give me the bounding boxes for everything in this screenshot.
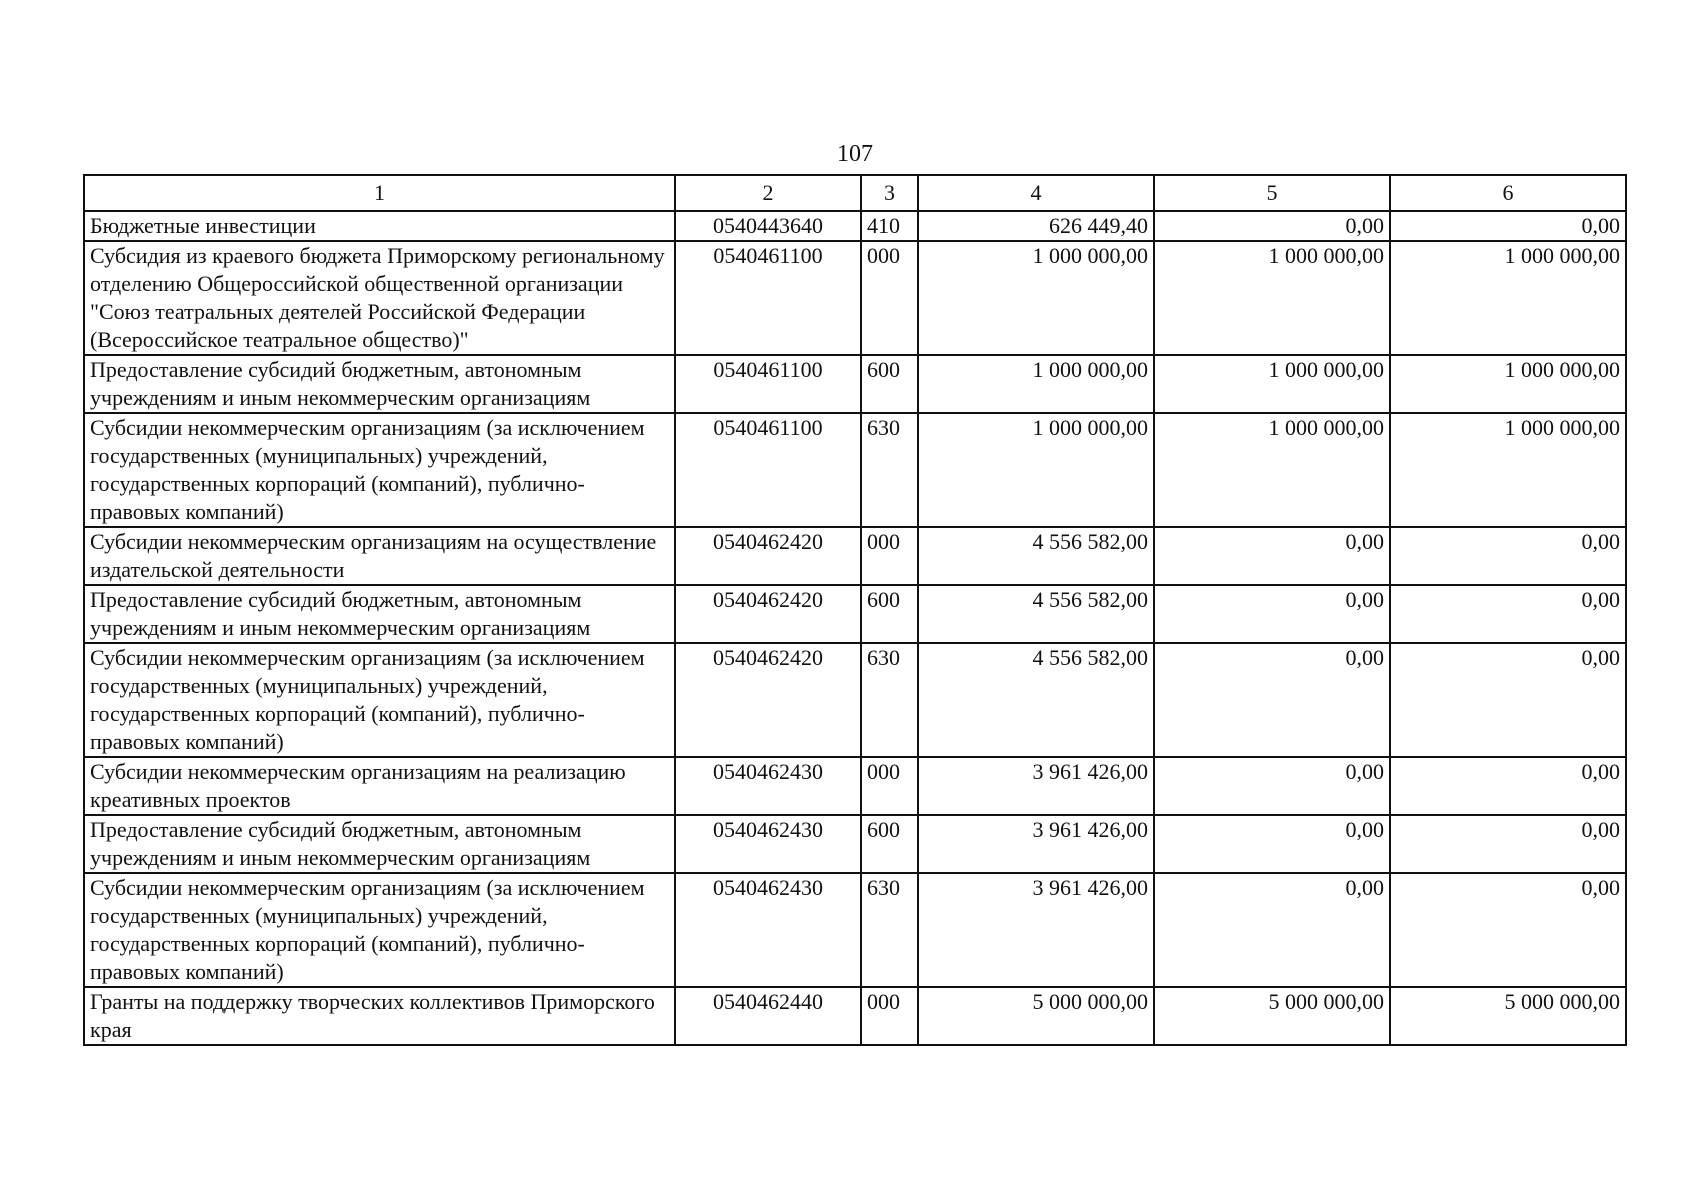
- expense-type: 000: [861, 757, 918, 815]
- amount-col5: 0,00: [1154, 815, 1390, 873]
- table-row: [84, 815, 1626, 873]
- item-name: Субсидии некоммерческим организациям (за исключением государственных (муниципальных) учреждений, государственных корпораций (компаний), публично-правовых компаний): [84, 873, 675, 987]
- amount-col4: 626 449,40: [918, 211, 1154, 241]
- target-code: 0540443640: [675, 211, 861, 241]
- expense-type: 600: [861, 355, 918, 413]
- amount-col5: 0,00: [1154, 211, 1390, 241]
- target-code: 0540462420: [675, 527, 861, 585]
- budget-table: [83, 174, 1627, 1046]
- amount-col6: 0,00: [1390, 585, 1626, 643]
- expense-type: 630: [861, 873, 918, 987]
- amount-col5: 0,00: [1154, 873, 1390, 987]
- expense-type: 630: [861, 413, 918, 527]
- amount-col4: 4 556 582,00: [918, 643, 1154, 757]
- amount-col5: 1 000 000,00: [1154, 241, 1390, 355]
- amount-col6: 1 000 000,00: [1390, 355, 1626, 413]
- amount-col4: 1 000 000,00: [918, 355, 1154, 413]
- target-code: 0540462430: [675, 757, 861, 815]
- expense-type: 600: [861, 815, 918, 873]
- item-name: Бюджетные инвестиции: [84, 211, 675, 241]
- amount-col6: 0,00: [1390, 643, 1626, 757]
- amount-col4: 4 556 582,00: [918, 585, 1154, 643]
- item-name: Субсидии некоммерческим организациям (за исключением государственных (муниципальных) учреждений, государственных корпораций (компаний), публично-правовых компаний): [84, 413, 675, 527]
- amount-col6: 0,00: [1390, 815, 1626, 873]
- target-code: 0540461100: [675, 413, 861, 527]
- expense-type: 000: [861, 527, 918, 585]
- amount-col4: 1 000 000,00: [918, 413, 1154, 527]
- item-name: Субсидия из краевого бюджета Приморскому региональному отделению Общероссийской общественной организации "Союз театральных деятелей Российской Федерации (Всероссийское театральное общество)": [84, 241, 675, 355]
- amount-col6: 0,00: [1390, 873, 1626, 987]
- amount-col6: 1 000 000,00: [1390, 241, 1626, 355]
- expense-type: 600: [861, 585, 918, 643]
- amount-col5: 5 000 000,00: [1154, 987, 1390, 1045]
- table-row: [84, 873, 1626, 987]
- header-row: [84, 175, 1626, 211]
- table-row: [84, 241, 1626, 355]
- target-code: 0540462420: [675, 585, 861, 643]
- amount-col4: 3 961 426,00: [918, 757, 1154, 815]
- amount-col6: 0,00: [1390, 527, 1626, 585]
- amount-col5: 1 000 000,00: [1154, 413, 1390, 527]
- target-code: 0540461100: [675, 355, 861, 413]
- table-row: [84, 987, 1626, 1045]
- target-code: 0540461100: [675, 241, 861, 355]
- header-cell: 2: [675, 175, 861, 211]
- item-name: Гранты на поддержку творческих коллективов Приморского края: [84, 987, 675, 1045]
- header-cell: 3: [861, 175, 918, 211]
- expense-type: 000: [861, 987, 918, 1045]
- item-name: Субсидии некоммерческим организациям на реализацию креативных проектов: [84, 757, 675, 815]
- amount-col5: 0,00: [1154, 757, 1390, 815]
- item-name: Субсидии некоммерческим организациям (за исключением государственных (муниципальных) учреждений, государственных корпораций (компаний), публично-правовых компаний): [84, 643, 675, 757]
- header-cell: 1: [84, 175, 675, 211]
- item-name: Предоставление субсидий бюджетным, автономным учреждениям и иным некоммерческим организациям: [84, 355, 675, 413]
- amount-col5: 0,00: [1154, 585, 1390, 643]
- amount-col5: 0,00: [1154, 527, 1390, 585]
- target-code: 0540462420: [675, 643, 861, 757]
- amount-col6: 1 000 000,00: [1390, 413, 1626, 527]
- item-name: Субсидии некоммерческим организациям на осуществление издательской деятельности: [84, 527, 675, 585]
- table-row: [84, 585, 1626, 643]
- table-row: [84, 643, 1626, 757]
- item-name: Предоставление субсидий бюджетным, автономным учреждениям и иным некоммерческим организациям: [84, 815, 675, 873]
- amount-col4: 3 961 426,00: [918, 873, 1154, 987]
- table-row: [84, 413, 1626, 527]
- amount-col6: 5 000 000,00: [1390, 987, 1626, 1045]
- target-code: 0540462430: [675, 815, 861, 873]
- item-name: Предоставление субсидий бюджетным, автономным учреждениям и иным некоммерческим организациям: [84, 585, 675, 643]
- amount-col4: 1 000 000,00: [918, 241, 1154, 355]
- header-cell: 5: [1154, 175, 1390, 211]
- expense-type: 630: [861, 643, 918, 757]
- page-number: 107: [837, 141, 873, 167]
- amount-col6: 0,00: [1390, 211, 1626, 241]
- amount-col4: 5 000 000,00: [918, 987, 1154, 1045]
- target-code: 0540462430: [675, 873, 861, 987]
- expense-type: 000: [861, 241, 918, 355]
- table-row: [84, 527, 1626, 585]
- table-row: [84, 211, 1626, 241]
- amount-col5: 0,00: [1154, 643, 1390, 757]
- header-cell: 4: [918, 175, 1154, 211]
- expense-type: 410: [861, 211, 918, 241]
- amount-col6: 0,00: [1390, 757, 1626, 815]
- table-row: [84, 757, 1626, 815]
- amount-col4: 4 556 582,00: [918, 527, 1154, 585]
- target-code: 0540462440: [675, 987, 861, 1045]
- table-row: [84, 355, 1626, 413]
- amount-col4: 3 961 426,00: [918, 815, 1154, 873]
- header-cell: 6: [1390, 175, 1626, 211]
- amount-col5: 1 000 000,00: [1154, 355, 1390, 413]
